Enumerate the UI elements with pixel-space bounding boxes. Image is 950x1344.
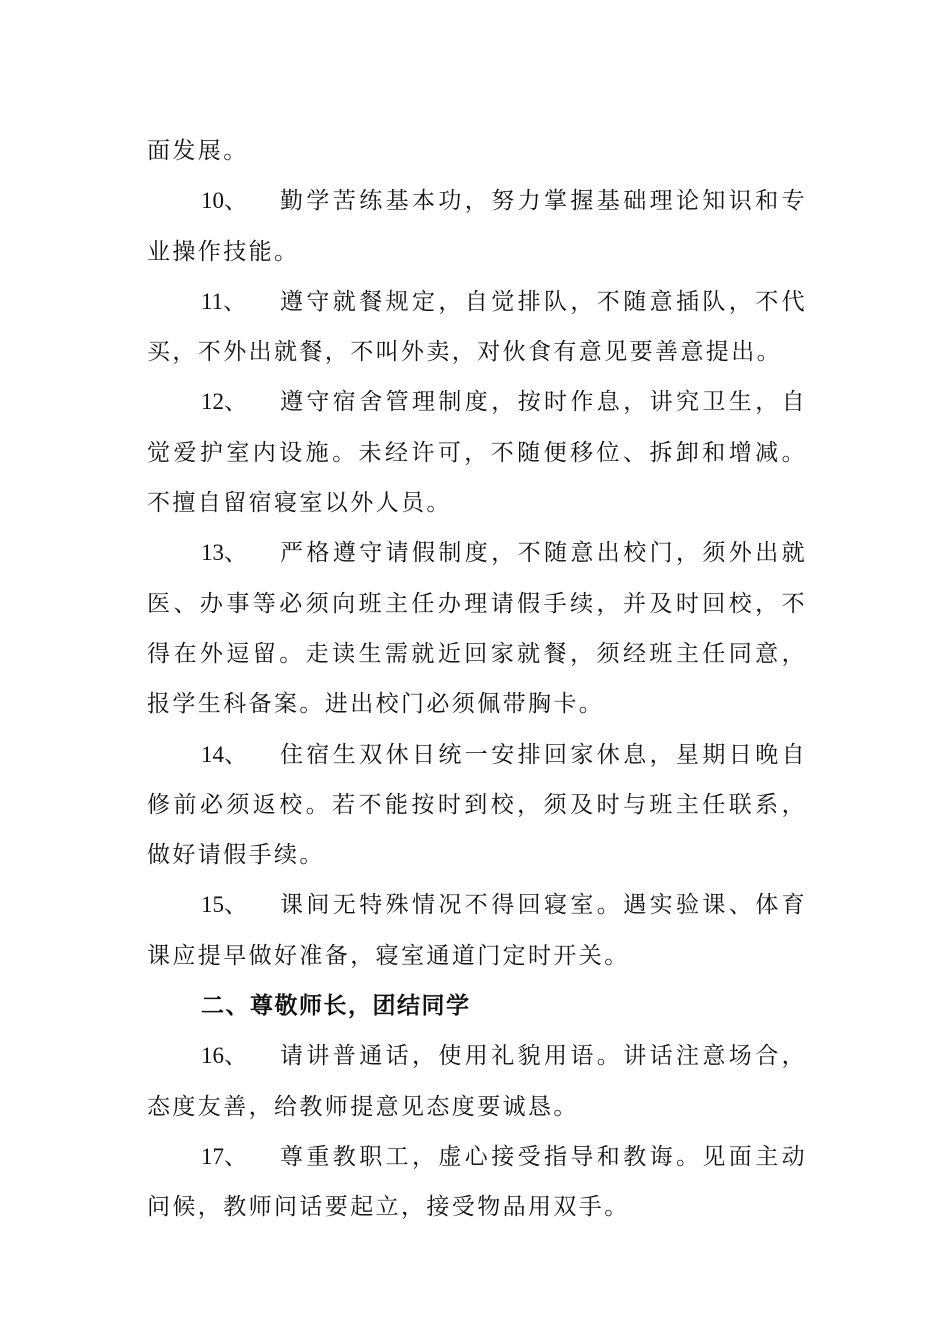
item-number: 15、 xyxy=(201,892,247,918)
item-number: 14、 xyxy=(201,741,247,767)
paragraph-text: 面发展。 xyxy=(147,138,249,164)
paragraph-text: 请讲普通话，使用礼貌用语。讲话注意场合，态度友善，给教师提意见态度要诚恳。 xyxy=(147,1043,807,1120)
paragraph-item-13 xyxy=(147,528,807,729)
paragraph-text: 勤学苦练基本功，努力掌握基础理论知识和专业操作技能。 xyxy=(147,188,807,265)
document-body xyxy=(147,126,807,1233)
item-number: 13、 xyxy=(201,540,247,566)
paragraph-continuation xyxy=(147,126,807,176)
paragraph-item-10 xyxy=(147,176,807,277)
paragraph-item-17 xyxy=(147,1132,807,1233)
item-number: 12、 xyxy=(201,389,247,415)
item-number: 16、 xyxy=(201,1043,247,1069)
paragraph-text: 遵守就餐规定，自觉排队，不随意插队，不代买，不外出就餐，不叫外卖，对伙食有意见要善意提出。 xyxy=(147,288,807,366)
paragraph-item-14 xyxy=(147,730,807,881)
paragraph-text: 课间无特殊情况不得回寝室。遇实验课、体育课应提早做好准备，寝室通道门定时开关。 xyxy=(147,892,807,969)
section-heading: 二、尊敬师长，团结同学 xyxy=(201,993,471,1020)
paragraph-item-11 xyxy=(147,277,807,378)
paragraph-item-12 xyxy=(147,377,807,528)
item-number: 10、 xyxy=(201,188,247,214)
paragraph-item-16 xyxy=(147,1031,807,1132)
item-number: 11、 xyxy=(201,288,247,314)
paragraph-text: 严格遵守请假制度，不随意出校门，须外出就医、办事等必须向班主任办理请假手续，并及时回校，不得在外逗留。走读生需就近回家就餐，须经班主任同意，报学生科备案。进出校门必须佩带胸卡。 xyxy=(147,540,807,718)
paragraph-text: 遵守宿舍管理制度，按时作息，讲究卫生，自觉爱护室内设施。未经许可，不随便移位、拆卸和增减。不擅自留宿寝室以外人员。 xyxy=(147,389,807,517)
paragraph-text: 尊重教职工，虚心接受指导和教诲。见面主动问候，教师问话要起立，接受物品用双手。 xyxy=(147,1143,807,1221)
item-number: 17、 xyxy=(201,1143,247,1169)
paragraph-text: 住宿生双休日统一安排回家休息，星期日晚自修前必须返校。若不能按时到校，须及时与班主任联系，做好请假手续。 xyxy=(147,741,807,869)
paragraph-item-15 xyxy=(147,880,807,981)
